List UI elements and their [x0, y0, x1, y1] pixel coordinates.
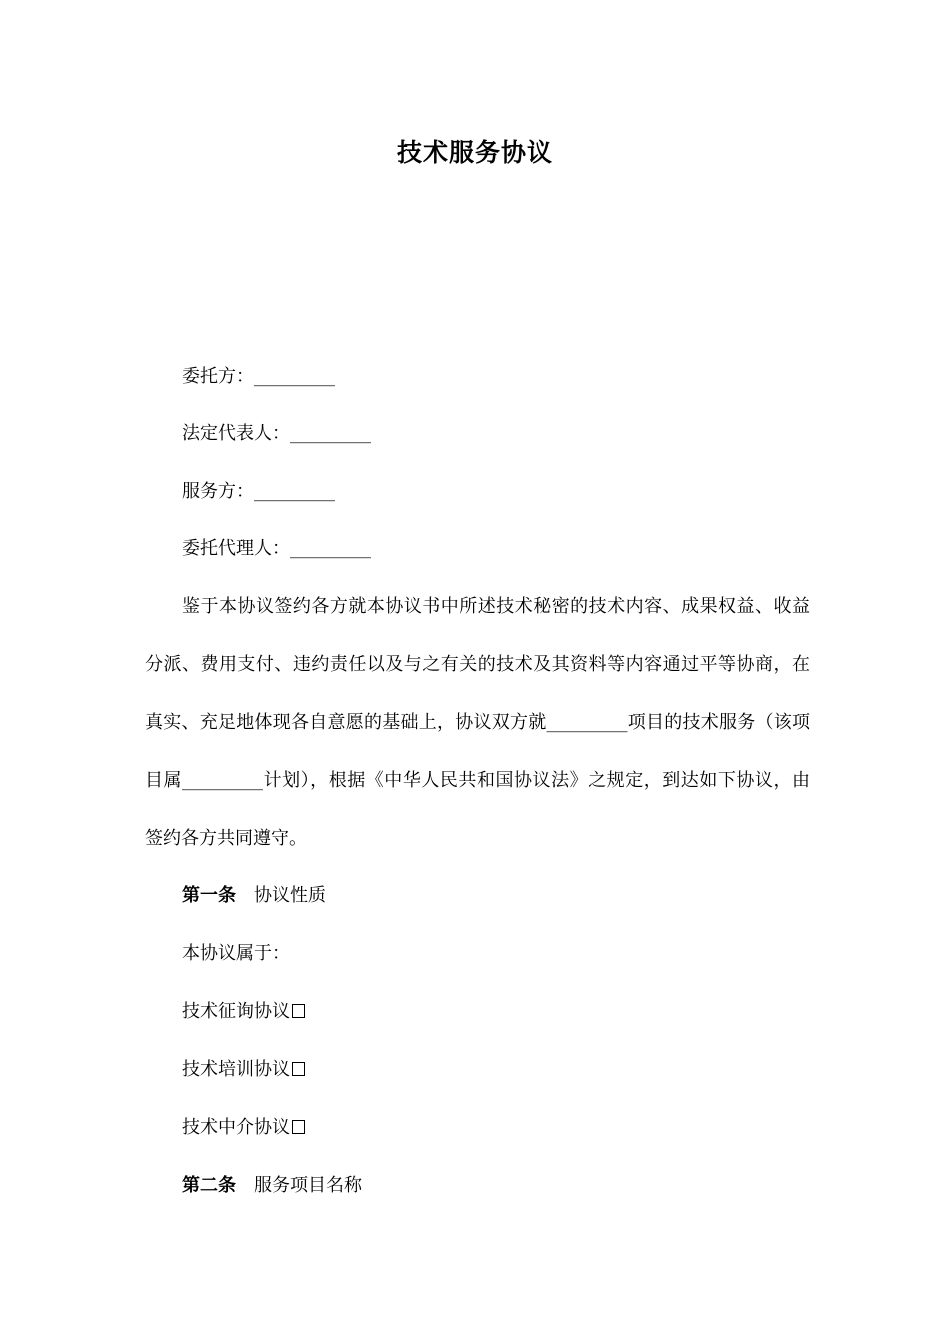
- party-legal-representative: [182, 421, 371, 447]
- party-service-provider: [182, 479, 335, 505]
- preamble-paragraph: 鉴于本协议签约各方就本协议书中所述技术秘密的技术内容、成果权益、收益分派、费用支付、违约责任以及与之有关的技术及其资料等内容通过平等协商，在真实、充足地体现各自意愿的基础上，协议双方就_________项目的技术服务（该项目属_________计划），根据《中华人民共和国协议法》之规定，到达如下协议，由签约各方共同遵守。: [145, 596, 810, 849]
- article-1-number: 第一条: [182, 885, 236, 906]
- article-2-heading: [182, 1173, 362, 1199]
- option-technical-intermediary-label: 技术中介协议: [182, 1117, 290, 1138]
- party-legal-representative-blank: _________: [290, 423, 371, 444]
- option-technical-training[interactable]: [182, 1057, 305, 1083]
- party-authorized-agent-label: 委托代理人：: [182, 538, 290, 559]
- party-client: [182, 364, 335, 390]
- party-client-blank: _________: [254, 366, 335, 387]
- party-legal-representative-label: 法定代表人：: [182, 423, 290, 444]
- article-2-title: 服务项目名称: [254, 1175, 362, 1196]
- checkbox-icon[interactable]: [292, 1004, 305, 1018]
- party-authorized-agent-blank: _________: [290, 538, 371, 559]
- article-1-intro: 本协议属于：: [182, 943, 290, 964]
- checkbox-icon[interactable]: [292, 1062, 305, 1076]
- article-1-title: 协议性质: [254, 885, 326, 906]
- checkbox-icon[interactable]: [292, 1120, 305, 1134]
- option-technical-intermediary[interactable]: [182, 1115, 305, 1141]
- option-technical-training-label: 技术培训协议: [182, 1059, 290, 1080]
- party-service-provider-label: 服务方：: [182, 481, 254, 502]
- option-technical-consulting-label: 技术征询协议: [182, 1001, 290, 1022]
- party-authorized-agent: [182, 536, 371, 562]
- option-technical-consulting[interactable]: [182, 999, 305, 1025]
- party-service-provider-blank: _________: [254, 481, 335, 502]
- article-2-number: 第二条: [182, 1175, 236, 1196]
- party-client-label: 委托方：: [182, 366, 254, 387]
- article-1-heading: [182, 883, 326, 909]
- document-title: 技术服务协议: [396, 138, 553, 167]
